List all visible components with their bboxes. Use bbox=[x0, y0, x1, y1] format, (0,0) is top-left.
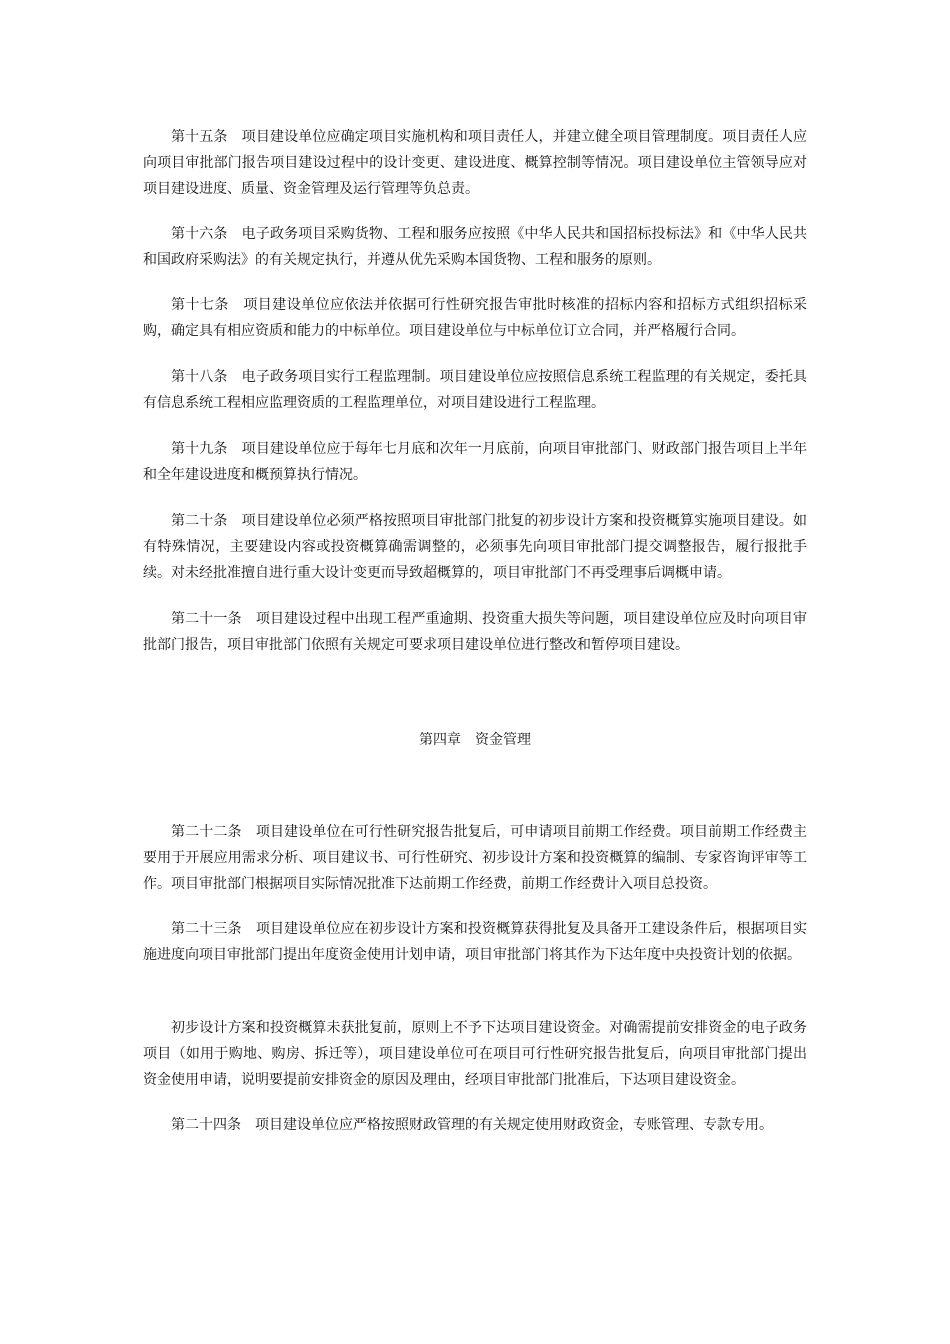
article-18-paragraph: 第十八条 电子政务项目实行工程监理制。项目建设单位应按照信息系统工程监理的有关规定，委托具有信息系统工程相应监理资质的工程监理单位，对项目建设进行工程监理。 bbox=[143, 369, 807, 411]
article-16-paragraph: 第十六条 电子政务项目采购货物、工程和服务应按照《中华人民共和国招标投标法》和《中华人民共和国政府采购法》的有关规定执行，并遵从优先采购本国货物、工程和服务的原则。 bbox=[143, 226, 807, 268]
article-19-paragraph: 第十九条 项目建设单位应于每年七月底和次年一月底前，向项目审批部门、财政部门报告项目上半年和全年建设进度和概预算执行情况。 bbox=[143, 441, 807, 483]
article-21-paragraph: 第二十一条 项目建设过程中出现工程严重逾期、投资重大损失等问题，项目建设单位应及时向项目审批部门报告，项目审批部门依照有关规定可要求项目建设单位进行整改和暂停项目建设。 bbox=[143, 611, 807, 653]
article-17-paragraph: 第十七条 项目建设单位应依法并依据可行性研究报告审批时核准的招标内容和招标方式组织招标采购，确定具有相应资质和能力的中标单位。项目建设单位与中标单位订立合同，并严格履行合同。 bbox=[143, 297, 807, 339]
article-23-paragraph: 第二十三条 项目建设单位应在初步设计方案和投资概算获得批复及具备开工建设条件后，根据项目实施进度向项目审批部门提出年度资金使用计划申请，项目审批部门将其作为下达年度中央投资计划的依据。 bbox=[143, 921, 807, 963]
article-24-paragraph: 第二十四条 项目建设单位应严格按照财政管理的有关规定使用财政资金，专账管理、专款专用。 bbox=[171, 1117, 773, 1133]
article-23-supplement-paragraph: 初步设计方案和投资概算未获批复前，原则上不予下达项目建设资金。对确需提前安排资金的电子政务项目（如用于购地、购房、拆迁等），项目建设单位可在项目可行性研究报告批复后，向项目审批部门提出资金使用申请，说明要提前安排资金的原因及理由，经项目审批部门批准后，下达项目建设资金。 bbox=[143, 1020, 807, 1088]
article-20-paragraph: 第二十条 项目建设单位必须严格按照项目审批部门批复的初步设计方案和投资概算实施项目建设。如有特殊情况，主要建设内容或投资概算确需调整的，必须事先向项目审批部门提交调整报告，履行报批手续。对未经批准擅自进行重大设计变更而导致超概算的，项目审批部门不再受理事后调概申请。 bbox=[143, 513, 807, 581]
article-22-paragraph: 第二十二条 项目建设单位在可行性研究报告批复后，可申请项目前期工作经费。项目前期工作经费主要用于开展应用需求分析、项目建议书、可行性研究、初步设计方案和投资概算的编制、专家咨询评审等工作。项目审批部门根据项目实际情况批准下达前期工作经费，前期工作经费计入项目总投资。 bbox=[143, 824, 807, 892]
chapter-heading: 第四章 资金管理 bbox=[419, 732, 531, 748]
article-15-paragraph: 第十五条 项目建设单位应确定项目实施机构和项目责任人，并建立健全项目管理制度。项目责任人应向项目审批部门报告项目建设过程中的设计变更、建设进度、概算控制等情况。项目建设单位主管领导应对项目建设进度、质量、资金管理及运行管理等负总责。 bbox=[143, 129, 807, 197]
